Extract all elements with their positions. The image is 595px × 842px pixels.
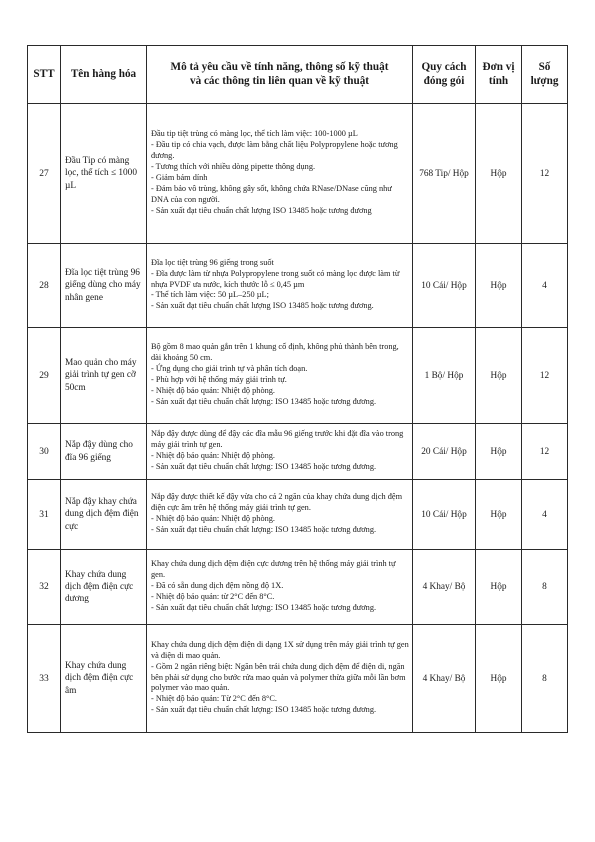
row-packaging: 10 Cái/ Hộp: [413, 244, 476, 328]
row-quantity: 4: [522, 244, 568, 328]
description-line: Nắp đậy được thiết kế đậy vừa cho cả 2 ngăn của khay chứa dung dịch đệm điện cực âm trên hệ thống máy giải trình tự gen.: [151, 492, 403, 513]
header-name: Tên hàng hóa: [61, 46, 147, 104]
header-unit-line-1: Đơn vị: [482, 61, 515, 74]
row-quantity: 4: [522, 480, 568, 550]
description-line: - Sản xuất đạt tiêu chuẩn chất lượng ISO 13485 hoặc tương đương.: [151, 301, 374, 311]
description-line: - Phù hợp với hệ thống máy giải trình tự.: [151, 375, 287, 384]
description-line: - Sản xuất đạt tiêu chuẩn chất lượng: ISO 13485 hoặc tương đương.: [151, 705, 377, 715]
row-quantity: 12: [522, 424, 568, 480]
description-line: - Đầu tip có chia vạch, được làm bằng chất liệu Polypropylene hoặc tương đương.: [151, 140, 398, 161]
row-packaging: 1 Bộ/ Hộp: [413, 328, 476, 424]
row-packaging: 4 Khay/ Bộ: [413, 550, 476, 625]
table-row: [28, 104, 568, 244]
header-packaging-line-1: Quy cách: [421, 61, 467, 74]
description-line: - Giảm bám dính: [151, 173, 208, 182]
row-stt: 27: [28, 104, 61, 244]
row-unit: Hộp: [476, 550, 522, 625]
description-line: Đĩa lọc tiệt trùng 96 giếng trong suốt: [151, 257, 274, 267]
description-line: - Sản xuất đạt tiêu chuẩn chất lượng: ISO 13485 hoặc tương đương.: [151, 461, 377, 471]
row-item-name: Đĩa lọc tiệt trùng 96 giếng dùng cho máy nhân gene: [61, 244, 147, 328]
header-description: [147, 46, 413, 104]
row-unit: Hộp: [476, 424, 522, 480]
description-line: - Tương thích với nhiều dòng pipette thông dụng.: [151, 162, 316, 172]
row-stt: 28: [28, 244, 61, 328]
description-line: - Ứng dụng cho giải trình tự và phân tích đoạn.: [151, 364, 308, 374]
row-packaging: 4 Khay/ Bộ: [413, 625, 476, 733]
header-unit: [476, 46, 522, 104]
description-line: - Nhiệt độ bảo quản: Từ 2°C đến 8°C.: [151, 694, 277, 704]
table-row: [28, 625, 568, 733]
row-description: [147, 550, 413, 625]
row-quantity: 12: [522, 328, 568, 424]
row-packaging: 10 Cái/ Hộp: [413, 480, 476, 550]
row-unit: Hộp: [476, 328, 522, 424]
row-packaging: 20 Cái/ Hộp: [413, 424, 476, 480]
row-item-name: Khay chứa dung dịch đệm điện cực dương: [61, 550, 147, 625]
description-line: - Nhiệt độ bảo quản: từ 2°C đến 8°C.: [151, 591, 275, 601]
row-description: [147, 424, 413, 480]
row-stt: 30: [28, 424, 61, 480]
description-line: - Đảm bảo vô trùng, không gây sốt, không chứa RNase/DNase cũng như DNA của con người.: [151, 183, 392, 204]
description-line: - Sản xuất đạt tiêu chuẩn chất lượng: ISO 13485 hoặc tương đương.: [151, 396, 377, 406]
description-line: Đầu tip tiệt trùng có màng lọc, thể tích làm việc: 100-1000 µL: [151, 129, 358, 139]
header-quantity-line-2: lượng: [530, 74, 559, 87]
row-stt: 33: [28, 625, 61, 733]
row-unit: Hộp: [476, 104, 522, 244]
header-stt: STT: [28, 46, 61, 104]
row-unit: Hộp: [476, 244, 522, 328]
row-description: [147, 625, 413, 733]
description-line: - Đã có sẵn dung dịch đệm nồng độ 1X.: [151, 581, 284, 591]
row-description: [147, 480, 413, 550]
description-line: - Nhiệt độ bảo quản: Nhiệt độ phòng.: [151, 451, 275, 460]
description-line: - Sản xuất đạt tiêu chuẩn chất lượng: ISO 13485 hoặc tương đương.: [151, 524, 377, 534]
row-description: [147, 104, 413, 244]
header-quantity-line-1: Số: [538, 61, 551, 74]
row-description: [147, 328, 413, 424]
row-item-name: Mao quản cho máy giải trình tự gen cỡ 50cm: [61, 328, 147, 424]
row-packaging: 768 Tip/ Hộp: [413, 104, 476, 244]
description-line: Khay chứa dung dịch đệm điện cực dương trên hệ thống máy giải trình tự gen.: [151, 559, 396, 580]
row-item-name: Nắp đậy dùng cho đĩa 96 giếng: [61, 424, 147, 480]
description-line: - Thể tích làm việc: 50 µL–250 µL;: [151, 290, 269, 300]
row-stt: 32: [28, 550, 61, 625]
row-quantity: 8: [522, 625, 568, 733]
table-row: [28, 550, 568, 625]
header-quantity: [522, 46, 568, 104]
row-stt: 31: [28, 480, 61, 550]
description-line: - Gồm 2 ngăn riêng biệt: Ngăn bên trái chứa dung dịch đệm để điện di, ngăn bên phải sử dụng cho bước rửa mao quản và polymer thừa giữa mỗi lần bơm polymer vào mao quản.: [151, 661, 406, 693]
row-item-name: Đầu Tip có màng lọc, thể tích ≤ 1000 µL: [61, 104, 147, 244]
table-row: [28, 480, 568, 550]
header-unit-line-2: tính: [488, 74, 509, 87]
description-line: - Nhiệt độ bảo quản: Nhiệt độ phòng.: [151, 385, 275, 395]
table-row: [28, 424, 568, 480]
row-stt: 29: [28, 328, 61, 424]
table-header-row: [28, 46, 568, 104]
row-description: [147, 244, 413, 328]
description-line: Nắp đậy được dùng để đậy các đĩa mẫu 96 giếng trước khi đặt đĩa vào trong máy giải trình tự gen.: [151, 429, 404, 450]
header-packaging-line-2: đóng gói: [423, 74, 465, 87]
description-line: Khay chứa dung dịch đệm điện di dạng 1X sử dụng trên máy giải trình tự gen và điện di mao quản.: [151, 639, 409, 660]
table-row: [28, 328, 568, 424]
header-packaging: [413, 46, 476, 104]
header-description-line-2: và các thông tin liên quan về kỹ thuật: [189, 74, 370, 87]
row-unit: Hộp: [476, 480, 522, 550]
description-line: - Đĩa được làm từ nhựa Polypropylene trong suốt có màng lọc được làm từ nhựa PVDF ưa nước, kích thước lỗ ≤ 0,45 µm: [151, 268, 400, 289]
description-line: - Nhiệt độ bảo quản: Nhiệt độ phòng.: [151, 514, 275, 523]
specification-table: [27, 45, 568, 733]
table-row: [28, 244, 568, 328]
row-unit: Hộp: [476, 625, 522, 733]
header-description-line-1: Mô tả yêu cầu về tính năng, thông số kỹ thuật: [170, 61, 389, 74]
row-quantity: 8: [522, 550, 568, 625]
description-line: - Sản xuất đạt tiêu chuẩn chất lượng ISO 13485 hoặc tương đương: [151, 205, 372, 215]
row-item-name: Khay chứa dung dịch đệm điện cực âm: [61, 625, 147, 733]
row-item-name: Nắp đậy khay chứa dung dịch đệm điện cực: [61, 480, 147, 550]
row-quantity: 12: [522, 104, 568, 244]
table-body: [28, 104, 568, 733]
description-line: - Sản xuất đạt tiêu chuẩn chất lượng: ISO 13485 hoặc tương đương.: [151, 602, 377, 612]
description-line: Bộ gồm 8 mao quản gắn trên 1 khung cố định, không phủ thành bên trong, dài khoảng 50 cm.: [151, 342, 399, 363]
